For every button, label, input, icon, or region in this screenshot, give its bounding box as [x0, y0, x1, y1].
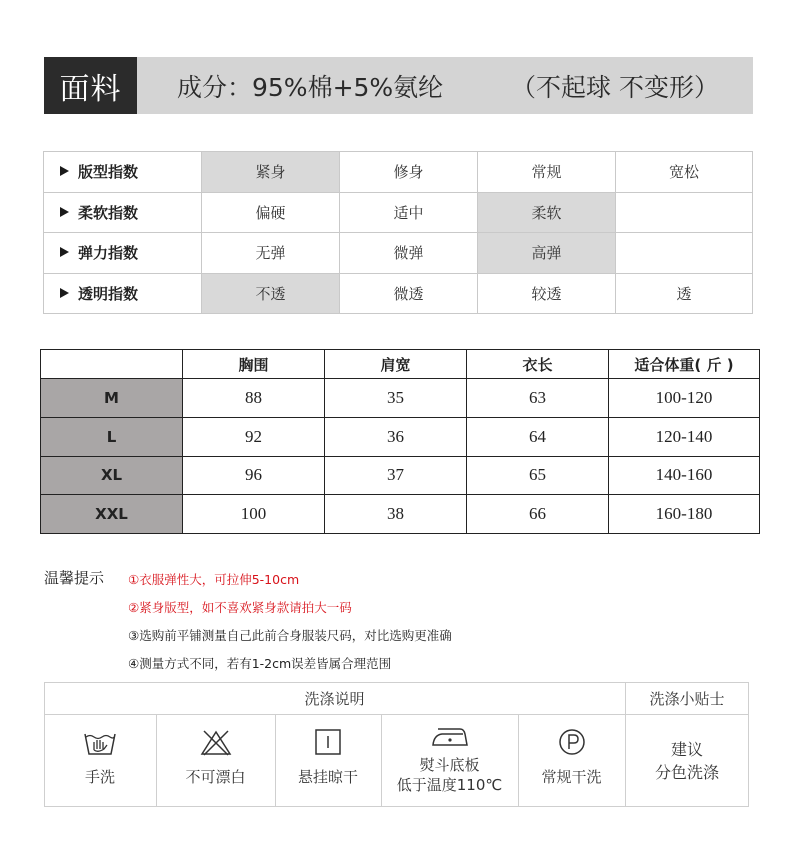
fabric-composition: 成分：95%棉+5%氨纶	[177, 72, 444, 102]
size-row	[41, 417, 760, 456]
index-option: 透	[616, 273, 753, 314]
index-row	[44, 273, 753, 314]
triangle-bullet-icon	[60, 207, 69, 217]
size-value-cell: 37	[325, 456, 467, 495]
size-value-cell: 64	[467, 417, 609, 456]
index-row	[44, 152, 753, 193]
wash-item-dry-clean	[518, 715, 625, 807]
wash-tip-line: 分色洗涤	[654, 763, 719, 782]
wash-label: 常规干洗	[541, 768, 602, 786]
wash-label: 悬挂晾干	[297, 768, 358, 786]
size-value-cell: 96	[183, 456, 325, 495]
index-label	[44, 192, 202, 233]
size-value-cell: 160-180	[609, 495, 760, 534]
size-value-cell: 36	[325, 417, 467, 456]
size-value-cell: 120-140	[609, 417, 760, 456]
size-value-cell: 100	[183, 495, 325, 534]
index-option	[616, 233, 753, 274]
index-row	[44, 233, 753, 274]
wash-item-hang-dry	[275, 715, 381, 807]
triangle-bullet-icon	[60, 247, 69, 257]
size-value-cell: 63	[467, 379, 609, 418]
index-option	[616, 192, 753, 233]
index-option: 常规	[478, 152, 616, 193]
size-value-cell: 88	[183, 379, 325, 418]
size-label-cell: L	[41, 417, 183, 456]
triangle-bullet-icon	[60, 166, 69, 176]
washing-header: 洗涤说明	[304, 689, 365, 708]
size-header-cell	[41, 350, 183, 379]
index-label	[44, 273, 202, 314]
index-option: 柔软	[478, 192, 616, 233]
wash-label: 熨斗底板	[419, 756, 480, 774]
index-option: 宽松	[616, 152, 753, 193]
index-label-text: 版型指数	[78, 163, 139, 182]
size-value-cell: 140-160	[609, 456, 760, 495]
size-header-cell: 胸围	[183, 350, 325, 379]
size-value-cell: 38	[325, 495, 467, 534]
index-label-text: 柔软指数	[78, 203, 139, 222]
wash-tip	[625, 715, 749, 807]
index-label	[44, 152, 202, 193]
index-row	[44, 192, 753, 233]
size-row	[41, 456, 760, 495]
size-label-cell: XXL	[41, 495, 183, 534]
index-option: 无弹	[202, 233, 340, 274]
fabric-note: （不起球 不变形）	[511, 72, 719, 102]
wash-item-no-bleach	[156, 715, 275, 807]
tip-item: ④测量方式不同，若有1-2cm误差皆属合理范围	[128, 656, 392, 671]
size-value-cell: 92	[183, 417, 325, 456]
size-value-cell: 66	[467, 495, 609, 534]
index-table	[43, 151, 753, 314]
index-label	[44, 233, 202, 274]
index-option: 较透	[478, 273, 616, 314]
fabric-tag: 面料	[44, 57, 137, 114]
tip-item: ②紧身版型，如不喜欢紧身款请拍大一码	[128, 600, 352, 615]
index-option: 偏硬	[202, 192, 340, 233]
washing-table	[44, 682, 749, 807]
size-value-cell: 35	[325, 379, 467, 418]
index-option: 修身	[340, 152, 478, 193]
size-value-cell: 65	[467, 456, 609, 495]
triangle-bullet-icon	[60, 288, 69, 298]
index-option: 微透	[340, 273, 478, 314]
size-row	[41, 495, 760, 534]
fabric-banner	[44, 57, 753, 114]
tip-item: ①衣服弹性大，可拉伸5-10cm	[128, 572, 300, 587]
index-option: 微弹	[340, 233, 478, 274]
index-label-text: 弹力指数	[78, 244, 139, 263]
size-label-cell: XL	[41, 456, 183, 495]
dry-clean-icon	[556, 727, 588, 757]
index-option: 适中	[340, 192, 478, 233]
hand-wash-icon	[82, 727, 118, 757]
wash-item-hand-wash	[44, 715, 156, 807]
washing-tips-header: 洗涤小贴士	[649, 689, 725, 708]
wash-label: 不可漂白	[185, 768, 246, 786]
tips-title: 温馨提示	[44, 569, 105, 587]
size-header-cell: 适合体重( 斤 )	[609, 350, 760, 379]
size-label-cell: M	[41, 379, 183, 418]
size-header-cell: 肩宽	[325, 350, 467, 379]
size-header-cell: 衣长	[467, 350, 609, 379]
wash-label: 手洗	[84, 768, 115, 786]
index-option: 不透	[202, 273, 340, 314]
tip-item: ③选购前平铺测量自己此前合身服装尺码，对比选购更准确	[128, 628, 452, 643]
wash-label: 低于温度110℃	[396, 776, 503, 794]
index-option: 高弹	[478, 233, 616, 274]
iron-icon	[430, 725, 470, 749]
size-row	[41, 379, 760, 418]
index-label-text: 透明指数	[78, 284, 139, 303]
index-option: 紧身	[202, 152, 340, 193]
wash-tip-line: 建议	[670, 740, 703, 759]
hang-dry-icon	[310, 727, 346, 757]
size-table	[40, 349, 760, 534]
no-bleach-icon	[198, 727, 234, 757]
size-value-cell: 100-120	[609, 379, 760, 418]
wash-item-iron	[381, 715, 518, 807]
size-header-row	[41, 350, 760, 379]
